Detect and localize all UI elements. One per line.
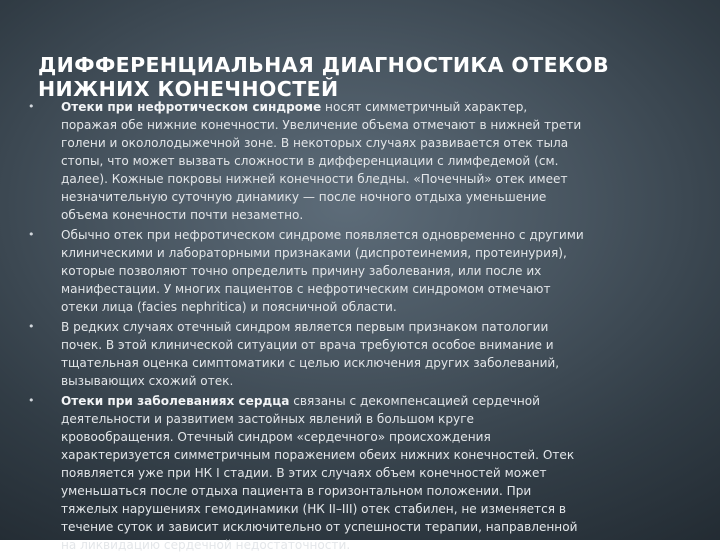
paragraph-line: на ликвидацию сердечной недостаточности. [61,538,351,552]
bullet-marker: • [28,228,35,241]
paragraph-text: носят симметричный характер, [321,100,528,114]
paragraph-line: тщательная оценка симптоматики с целью исключения других заболеваний, [61,356,560,370]
paragraph-line: Обычно отек при нефротическом синдроме появляется одновременно с другими [61,228,584,242]
paragraph-line: В редких случаях отечный синдром является первым признаком патологии [61,320,549,334]
bullet-marker: • [28,320,35,333]
paragraph-line: поражая обе нижние конечности. Увеличение объема отмечают в нижней трети [61,118,582,132]
paragraph-line: характеризуется симметричным поражением обеих нижних конечностей. Отек [61,448,575,462]
paragraph-line: деятельности и развитием застойных явлений в большом круге [61,412,474,426]
paragraph-lead: Отеки при заболеваниях сердца [61,394,290,408]
paragraph-line: течение суток и зависит исключительно от успешности терапии, направленной [61,520,578,534]
paragraph-line: вызывающих схожий отек. [61,374,234,388]
bullet-item-cardiac-edema [26,392,696,554]
paragraph-text: связаны с декомпенсацией сердечной [289,394,541,408]
bullet-marker: • [28,100,35,113]
paragraph-line: тяжелых нарушениях гемодинамики (НК II–III) отек стабилен, не изменяется в [61,502,567,516]
paragraph-line: отеки лица (facies nephritica) и поясничной области. [61,300,397,314]
paragraph-line: объема конечности почти незаметно. [61,208,304,222]
paragraph-line [61,98,696,116]
paragraph-line [61,392,696,410]
paragraph-line: клиническими и лабораторными признаками (диспротеинемия, протеинурия), [61,246,567,260]
paragraph-lead: Отеки при нефротическом синдроме [61,100,322,114]
paragraph-line: уменьшаться после отдыха пациента в горизонтальном положении. При [61,484,532,498]
bullet-item-nephrotic-onset [26,226,696,316]
bullet-item-nephrotic-edema [26,98,696,224]
paragraph-line: которые позволяют точно определить причину заболевания, или после их [61,264,542,278]
slide-title [38,53,698,101]
paragraph-line: манифестации. У многих пациентов с нефротическим синдромом отмечают [61,282,551,296]
title-line: НИЖНИХ КОНЕЧНОСТЕЙ [38,77,339,101]
paragraph-line: появляется уже при НК I стадии. В этих случаях объем конечностей может [61,466,547,480]
paragraph-line: незначительную суточную динамику — после ночного отдыха уменьшение [61,190,547,204]
paragraph-line: почек. В этой клинической ситуации от врача требуются особое внимание и [61,338,554,352]
title-line: ДИФФЕРЕНЦИАЛЬНАЯ ДИАГНОСТИКА ОТЕКОВ [38,53,609,77]
bullet-item-rare-cases [26,318,696,390]
paragraph-line: стопы, что может вызвать сложности в дифференциации с лимфедемой (см. [61,154,559,168]
bullet-list [26,98,696,556]
paragraph-line: далее). Кожные покровы нижней конечности бледны. «Почечный» отек имеет [61,172,568,186]
paragraph-line: голени и окололодыжечной зоне. В некоторых случаях развивается отек тыла [61,136,569,150]
paragraph-line: кровообращения. Отечный синдром «сердечного» происхождения [61,430,491,444]
bullet-marker: • [28,394,35,407]
